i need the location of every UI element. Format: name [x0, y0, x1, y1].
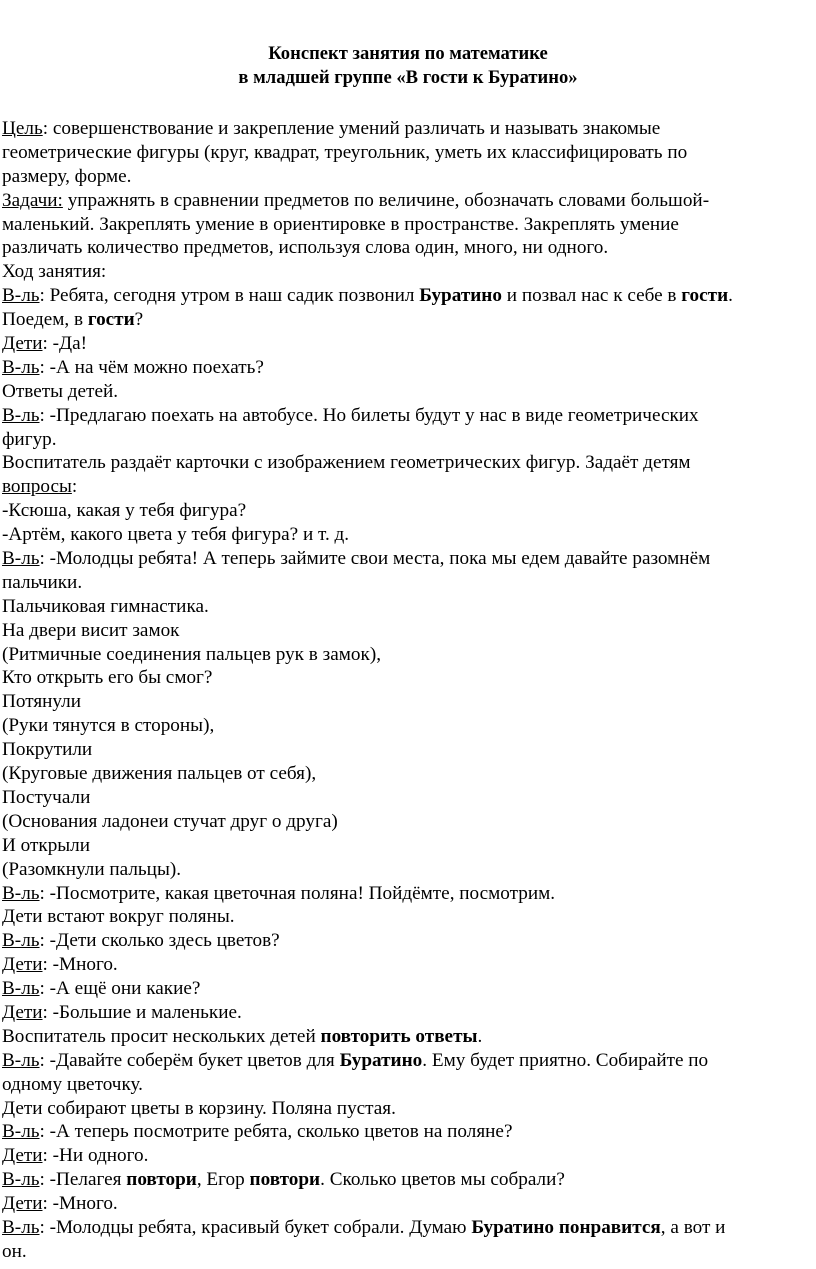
text-run: пальчики. — [2, 571, 83, 593]
text-run: . Ему будет приятно. Собирайте по — [422, 1049, 709, 1071]
text-run: : -А на чём можно поехать? — [39, 356, 264, 378]
text-line — [2, 1144, 812, 1168]
text-run: -Ксюша, какая у тебя фигура? — [2, 500, 247, 522]
speaker-label: В-ль — [2, 882, 40, 904]
speaker-label: Дети — [2, 1145, 43, 1167]
text-line — [2, 523, 812, 547]
text-line — [2, 165, 812, 189]
speaker-label: В-ль — [2, 1169, 40, 1191]
text-run: : совершенствование и закрепление умений различать и называть знакомые — [42, 118, 661, 139]
text-run: размеру, форме. — [2, 165, 132, 187]
bold-text: повторить ответы — [320, 1025, 478, 1047]
text-run: Кто открыть его бы смог? — [2, 667, 213, 689]
speaker-label: В-ль — [2, 978, 40, 1000]
text-line — [2, 690, 812, 714]
text-run: : -А теперь посмотрите ребята, сколько цветов на поляне? — [39, 1121, 513, 1143]
text-line — [2, 356, 812, 380]
text-line — [2, 428, 812, 452]
text-line — [2, 834, 812, 858]
speaker-label: вопросы — [2, 476, 72, 498]
text-line — [2, 213, 812, 237]
text-line — [2, 929, 812, 953]
text-run: (Основания ладонеи стучат друг о друга) — [2, 810, 338, 832]
text-run: Воспитатель просит нескольких детей — [2, 1025, 321, 1047]
text-line — [2, 977, 812, 1001]
text-line — [2, 1168, 812, 1192]
text-run: : — [71, 476, 78, 498]
text-run: Ответы детей. — [2, 380, 119, 402]
text-line — [2, 451, 812, 475]
text-line — [2, 117, 812, 141]
document-body — [2, 117, 812, 1264]
text-run: Дети собирают цветы в корзину. Поляна пустая. — [2, 1097, 396, 1119]
speaker-label: В-ль — [2, 356, 40, 378]
text-line — [2, 547, 812, 571]
text-run: упражнять в сравнении предметов по величине, обозначать словами большой- — [62, 189, 710, 211]
text-run: : Ребята, сегодня утром в наш садик позвонил — [39, 285, 420, 307]
text-line — [2, 953, 812, 977]
text-line — [2, 905, 812, 929]
speaker-label: В-ль — [2, 285, 40, 307]
text-line — [2, 1097, 812, 1121]
text-run: На двери висит замок — [2, 619, 180, 641]
text-line — [2, 595, 812, 619]
text-line — [2, 762, 812, 786]
text-run: : -Большие и маленькие. — [42, 1001, 242, 1023]
speaker-label: Задачи: — [2, 189, 63, 211]
text-run: : -Дети сколько здесь цветов? — [39, 930, 280, 952]
text-run: Покрутили — [2, 739, 93, 761]
speaker-label: В-ль — [2, 1121, 40, 1143]
text-line — [2, 1216, 812, 1240]
text-line — [2, 284, 812, 308]
text-line — [2, 308, 812, 332]
text-line — [2, 666, 812, 690]
text-line — [2, 1049, 812, 1073]
text-run: различать количество предметов, используя слова один, много, ни одного. — [2, 237, 609, 259]
text-run: (Ритмичные соединения пальцев рук в замок), — [2, 643, 381, 665]
text-line — [2, 404, 812, 428]
text-run: (Руки тянутся в стороны), — [2, 715, 215, 737]
text-run: : -Предлагаю поехать на автобусе. Но билеты будут у нас в виде геометрических — [39, 404, 699, 426]
text-run: Воспитатель раздаёт карточки с изображением геометрических фигур. Задаёт детям — [2, 452, 691, 474]
bold-text: Буратино понравится — [471, 1216, 661, 1238]
speaker-label: Цель — [2, 118, 43, 139]
bold-text: Буратино — [419, 285, 502, 307]
text-run: Постучали — [2, 786, 91, 808]
text-run: : -Посмотрите, какая цветочная поляна! Пойдёмте, посмотрим. — [39, 882, 556, 904]
speaker-label: Дети — [2, 1001, 43, 1023]
text-run: . Сколько цветов мы собрали? — [320, 1169, 565, 1191]
speaker-label: Дети — [2, 954, 43, 976]
bold-text: гости — [87, 309, 135, 331]
text-run: Потянули — [2, 691, 82, 713]
text-line — [2, 236, 812, 260]
text-run: (Разомкнули пальцы). — [2, 858, 182, 880]
text-line — [2, 332, 812, 356]
text-line — [2, 714, 812, 738]
text-line — [2, 260, 812, 284]
text-run: : -Давайте соберём букет цветов для — [39, 1049, 340, 1071]
text-run: Ход занятия: — [2, 261, 107, 283]
text-line — [2, 786, 812, 810]
text-run: : -Пелагея — [39, 1169, 127, 1191]
text-line — [2, 619, 812, 643]
speaker-label: В-ль — [2, 1216, 40, 1238]
speaker-label: В-ль — [2, 930, 40, 952]
text-line — [2, 738, 812, 762]
text-line — [2, 380, 812, 404]
text-run: (Круговые движения пальцев от себя), — [2, 763, 317, 785]
text-line — [2, 1240, 812, 1264]
text-line — [2, 1192, 812, 1216]
document-title-line-2: в младшей группе «В гости к Буратино» — [238, 67, 578, 88]
speaker-label: В-ль — [2, 1049, 40, 1071]
bold-text: повтори — [126, 1169, 197, 1191]
text-line — [2, 189, 812, 213]
text-line — [2, 1001, 812, 1025]
text-run: -Артём, какого цвета у тебя фигура? и т. д. — [2, 524, 350, 546]
text-run: : -Много. — [42, 1193, 118, 1215]
speaker-label: Дети — [2, 1193, 43, 1215]
text-run: ? — [134, 309, 144, 331]
bold-text: Буратино — [339, 1049, 423, 1071]
text-run: : -Молодцы ребята, красивый букет собрали. Думаю — [39, 1216, 472, 1238]
speaker-label: В-ль — [2, 404, 40, 426]
text-run: : -Много. — [42, 954, 118, 976]
text-run: : -Ни одного. — [42, 1145, 149, 1167]
text-run: , Егор — [196, 1169, 250, 1191]
text-run: . — [728, 285, 733, 307]
text-line — [2, 858, 812, 882]
text-run: маленький. Закреплять умение в ориентировке в пространстве. Закреплять умение — [2, 213, 679, 235]
text-run: : -Да! — [42, 333, 88, 355]
text-run: фигур. — [2, 428, 57, 450]
text-line — [2, 1073, 812, 1097]
text-run: , а вот и — [660, 1216, 726, 1238]
text-run: одному цветочку. — [2, 1073, 143, 1095]
text-run: И открыли — [2, 834, 91, 856]
text-run: и позвал нас к себе в — [501, 285, 682, 307]
text-run: Пальчиковая гимнастика. — [2, 595, 209, 617]
text-line — [2, 1120, 812, 1144]
text-run: Дети встают вокруг поляны. — [2, 906, 235, 928]
text-line — [2, 571, 812, 595]
document-title-line-1: Конспект занятия по математике — [268, 43, 548, 64]
text-line — [2, 810, 812, 834]
text-run: геометрические фигуры (круг, квадрат, треугольник, уметь их классифицировать по — [2, 141, 688, 163]
text-line — [2, 499, 812, 523]
speaker-label: Дети — [2, 333, 43, 355]
text-line — [2, 475, 812, 499]
bold-text: повтори — [249, 1169, 321, 1191]
bold-text: гости — [681, 285, 729, 307]
speaker-label: В-ль — [2, 548, 40, 570]
text-run: Поедем, в — [2, 309, 88, 331]
text-line — [2, 141, 812, 165]
text-line — [2, 643, 812, 667]
text-run: : -А ещё они какие? — [39, 978, 201, 1000]
text-run: он. — [2, 1240, 27, 1262]
text-line — [2, 1025, 812, 1049]
text-run: . — [477, 1025, 483, 1047]
text-run: : -Молодцы ребята! А теперь займите свои места, пока мы едем давайте разомнём — [39, 548, 711, 570]
text-line — [2, 882, 812, 906]
